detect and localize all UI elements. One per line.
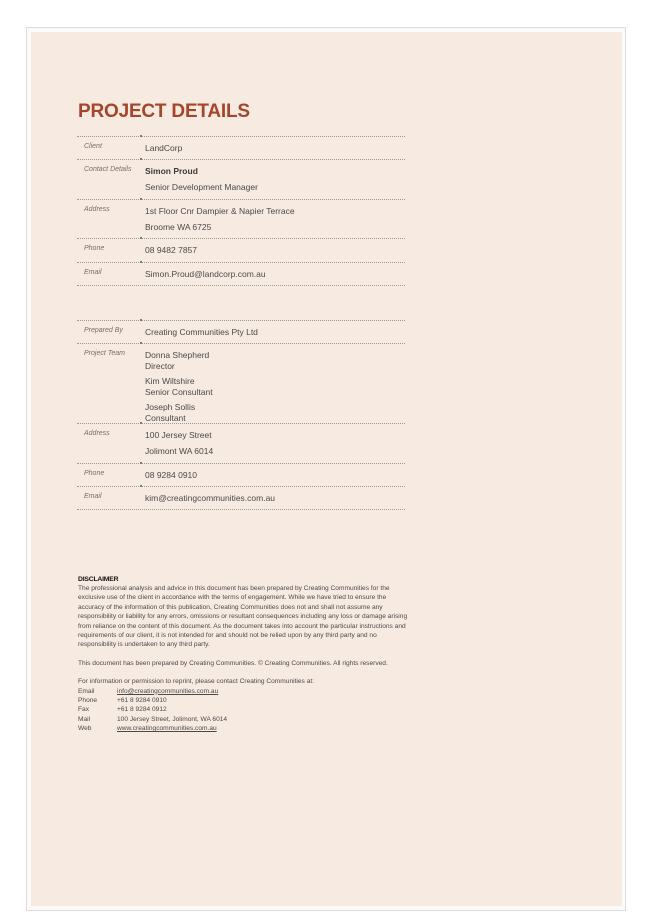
row-label: Address (84, 430, 110, 437)
table-row-client (77, 136, 405, 159)
table-row-address (77, 423, 405, 463)
row-label: Phone (84, 470, 105, 477)
team-member-name: Kim Wiltshire (145, 376, 195, 386)
phone-value: 08 9482 7857 (145, 245, 197, 255)
team-member-role: Director (145, 360, 175, 371)
contact-intro: For information or permission to reprint, please contact Creating Communities at: (78, 678, 315, 686)
row-label: Email (84, 269, 102, 276)
team-member-name: Donna Shepherd (145, 350, 210, 360)
client-name: LandCorp (145, 143, 183, 153)
consultant-details-table (77, 320, 405, 510)
row-value (145, 424, 405, 463)
team-member (145, 402, 405, 423)
copyright-notice: This document has been prepared by Creating Communities. © Creating Communities. All rights reserved. (78, 659, 388, 667)
team-member-name: Joseph Sollis (145, 402, 196, 412)
address-line-2: Broome WA 6725 (145, 222, 212, 232)
table-row-phone (77, 463, 405, 486)
row-value (145, 239, 405, 262)
prepared-by-value: Creating Communities Pty Ltd (145, 327, 258, 337)
contact-phone-value: +61 8 9284 0910 (117, 697, 167, 705)
row-value (145, 344, 405, 423)
table-row-project-team (77, 343, 405, 423)
row-label: Email (84, 493, 102, 500)
row-label: Phone (84, 245, 105, 252)
table-row-address (77, 199, 405, 238)
row-value (145, 160, 405, 199)
table-row-email (77, 486, 405, 510)
page-title: PROJECT DETAILS (78, 101, 250, 122)
team-member (145, 376, 405, 397)
row-value (145, 263, 405, 285)
contact-fax-value: +61 8 9284 0912 (117, 706, 167, 714)
contact-mail-value: 100 Jersey Street, Jolimont, WA 6014 (117, 715, 228, 723)
row-label: Prepared By (84, 327, 123, 334)
row-label: Project Team (84, 350, 125, 357)
contact-email-link[interactable]: info@creatingcommunities.com.au (117, 687, 219, 695)
contact-mail-label: Mail (78, 715, 91, 723)
row-value (145, 200, 405, 238)
team-member-role: Consultant (145, 412, 186, 423)
row-label: Client (84, 143, 102, 150)
address-line-1: 1st Floor Cnr Dampier & Napier Terrace (145, 206, 295, 216)
row-label: Contact Details (84, 166, 132, 173)
client-details-table (77, 136, 405, 286)
contact-web-label: Web (78, 725, 92, 733)
row-value (145, 137, 405, 159)
address-line-1: 100 Jersey Street (145, 430, 212, 440)
contact-role: Senior Development Manager (145, 182, 258, 192)
row-label: Address (84, 206, 110, 213)
contact-grid (78, 687, 408, 734)
contact-name: Simon Proud (145, 166, 198, 176)
address-line-2: Jolimont WA 6014 (145, 446, 214, 456)
contact-web-link[interactable]: www.creatingcommunities.com.au (117, 725, 217, 733)
email-value[interactable]: Simon.Proud@landcorp.com.au (145, 269, 266, 279)
disclaimer-section (78, 575, 408, 734)
contact-email-label: Email (78, 687, 95, 695)
disclaimer-body: The professional analysis and advice in this document has been prepared by Creating Communities for the exclusive use of the client in accordance with the terms of engagement. While we have tried to ensure the accuracy of the information of this publication, Creating Communities does not and shall not assume any responsibility or liability for any errors, omissions or resultant consequences including any loss or damage arising from reliance on the content of this document. As the document takes into account the particular instructions and requirements of our client, it is not intended for and should not be relied upon by any third party and no responsibility is undertaken to any third party. (78, 585, 408, 649)
table-row-contact-details (77, 159, 405, 199)
row-value (145, 487, 405, 509)
team-member (145, 350, 405, 371)
contact-fax-label: Fax (78, 706, 89, 714)
team-member-role: Senior Consultant (145, 386, 213, 397)
row-value (145, 321, 405, 343)
email-value[interactable]: kim@creatingcommunities.com.au (145, 493, 276, 503)
table-row-phone (77, 238, 405, 262)
contact-phone-label: Phone (78, 697, 98, 705)
disclaimer-heading: DISCLAIMER (78, 576, 119, 583)
row-value (145, 464, 405, 486)
phone-value: 08 9284 0910 (145, 470, 197, 480)
table-row-email (77, 262, 405, 286)
table-row-prepared-by (77, 320, 405, 343)
